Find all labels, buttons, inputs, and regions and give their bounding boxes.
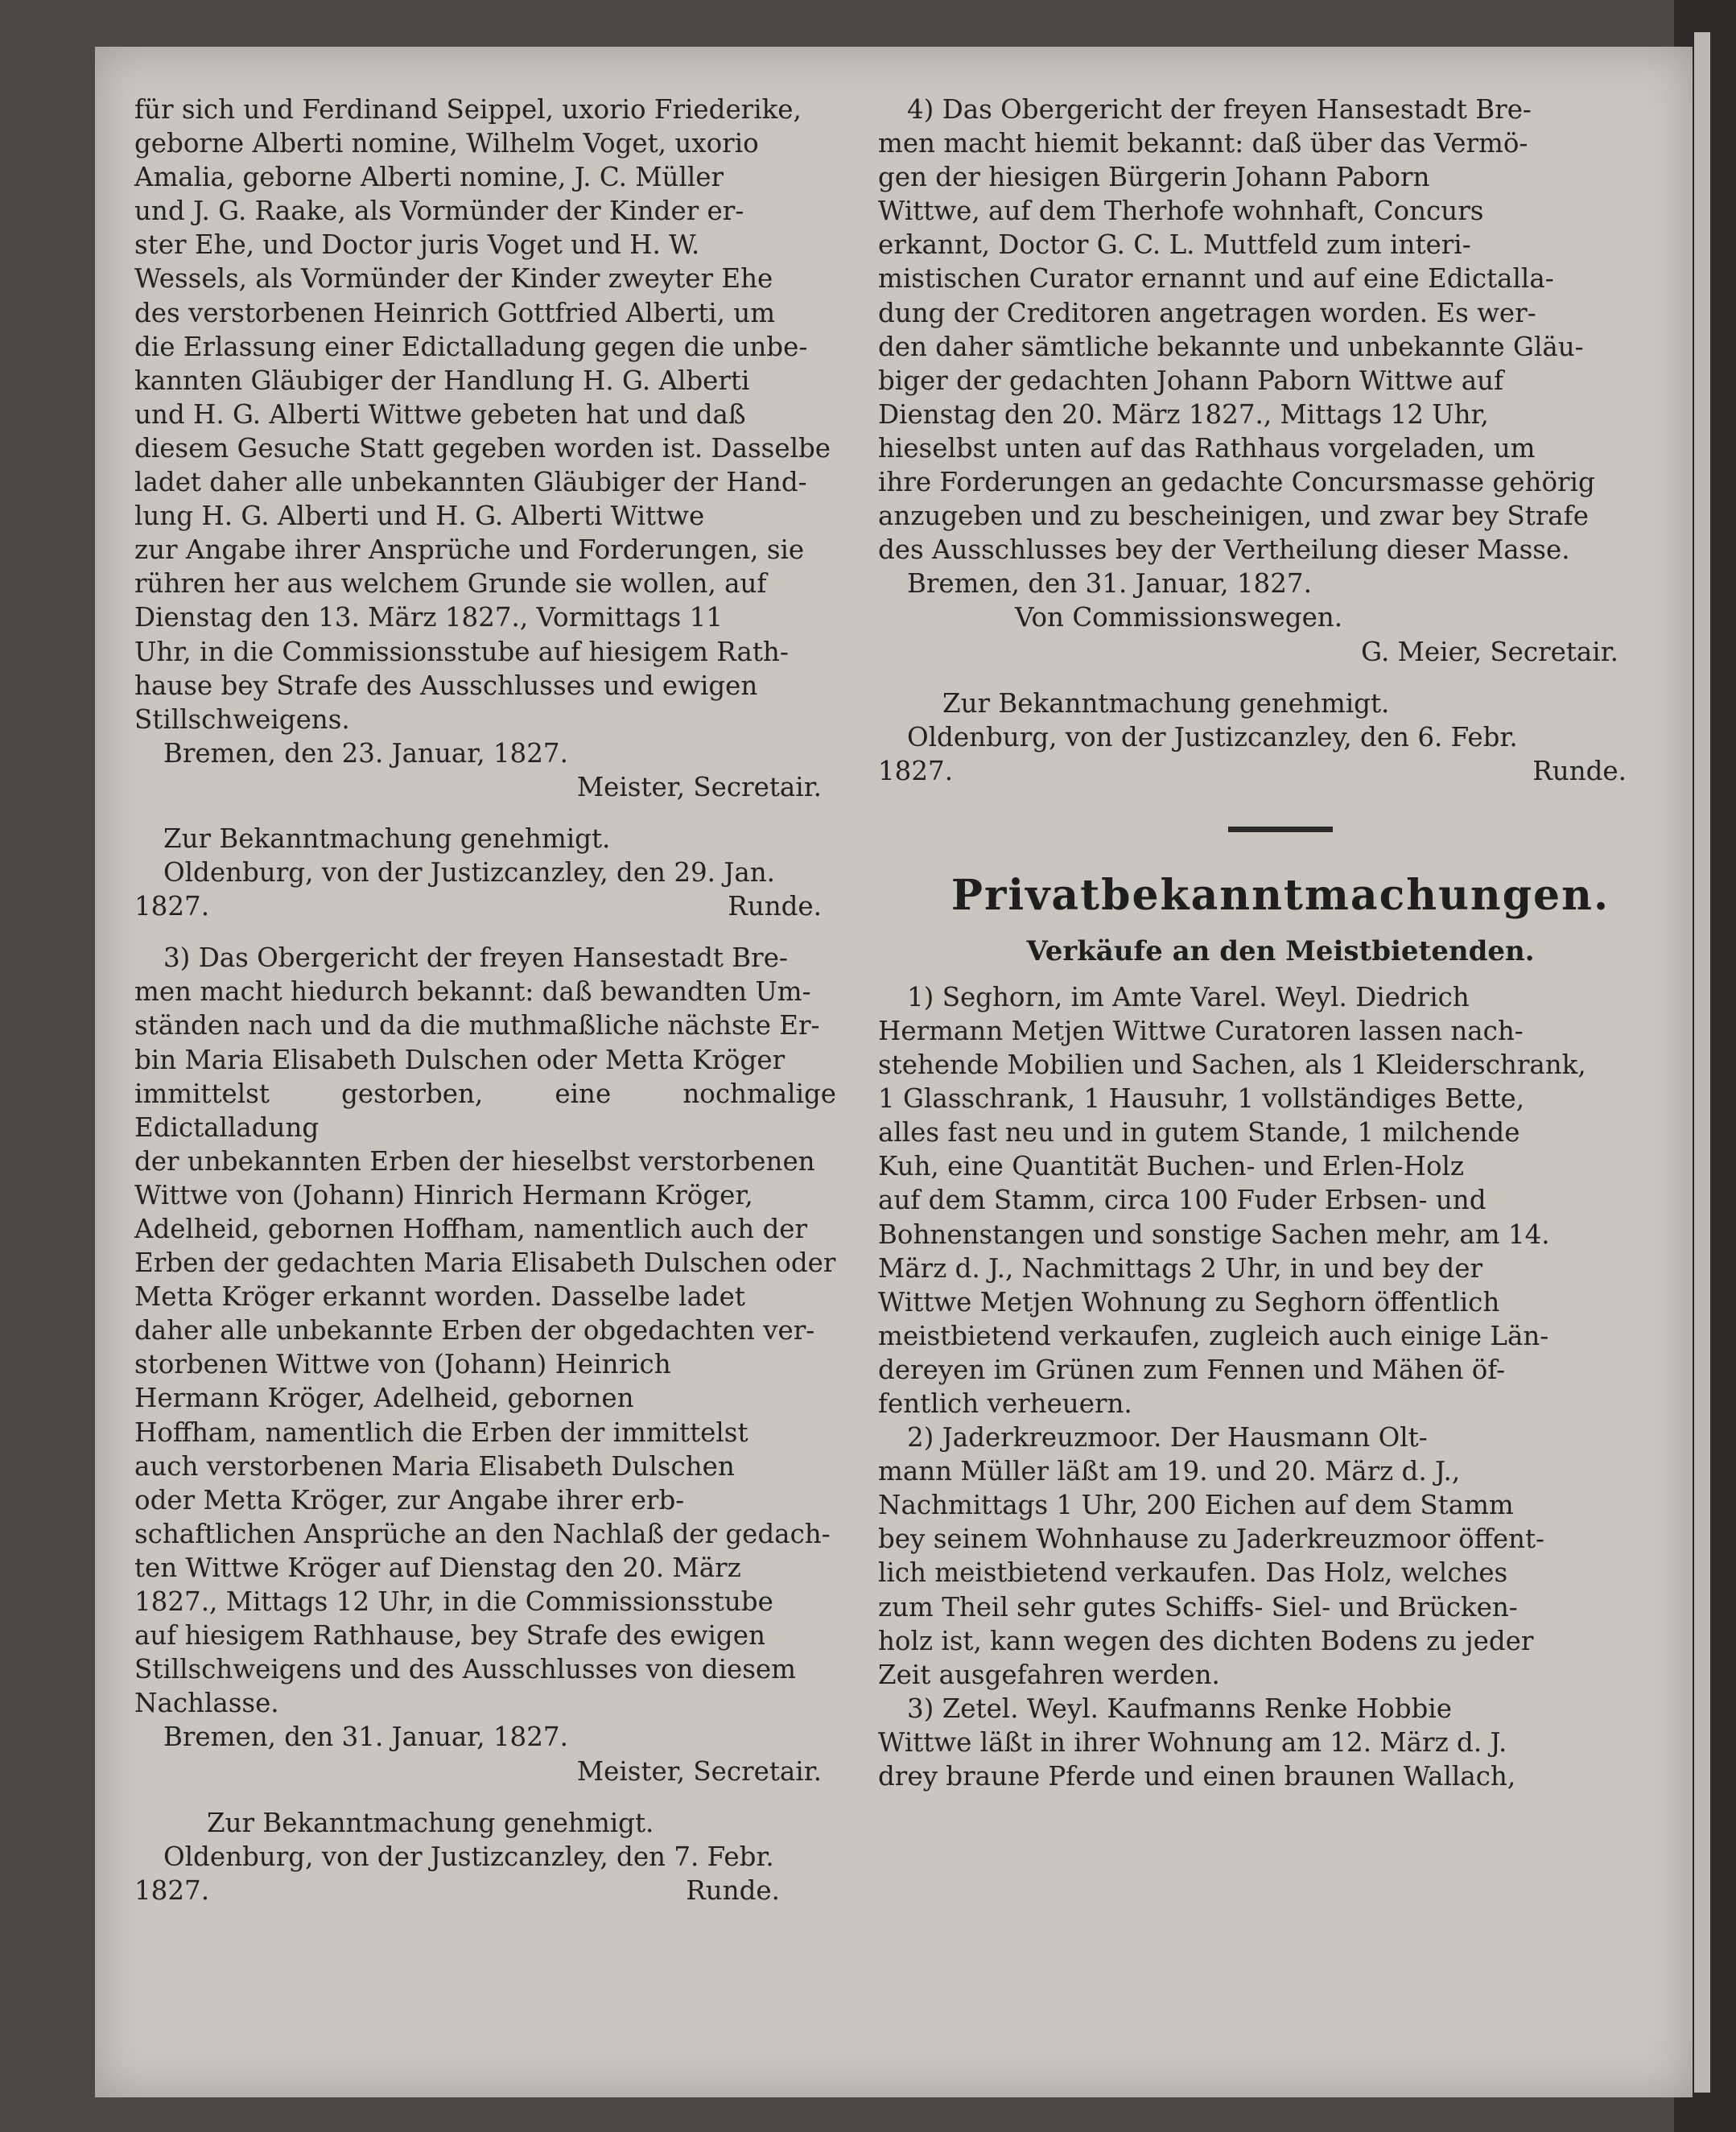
text-line: den daher sämtliche bekannte und unbekannte Gläu- (878, 331, 1584, 362)
text-line: Wittwe Metjen Wohnung zu Seghorn öffentlich (878, 1286, 1500, 1318)
approval-name: Runde. (1532, 755, 1627, 786)
sale-seghorn (878, 980, 1683, 1421)
text-line: 1 Glasschrank, 1 Hausuhr, 1 vollständiges Bette, (878, 1083, 1525, 1115)
left-column (134, 93, 836, 1907)
text-line: zur Angabe ihrer Ansprüche und Forderungen, sie (134, 534, 805, 566)
approval-year: 1827. (134, 1874, 210, 1906)
text-line: Hermann Metjen Wittwe Curatoren lassen nach- (878, 1015, 1524, 1046)
text-line: Hermann Kröger, Adelheid, gebornen (134, 1383, 634, 1414)
text-line: geborne Alberti nomine, Wilhelm Voget, uxorio (134, 128, 759, 159)
notice-signature: Meister, Secretair. (576, 1755, 822, 1787)
text-line: fentlich verheuern. (878, 1388, 1132, 1419)
text-line: 2) Jaderkreuzmoor. Der Hausmann Olt- (907, 1422, 1428, 1454)
text-line: Wittwe von (Johann) Hinrich Hermann Kröger, (134, 1179, 753, 1210)
text-line: hieselbst unten auf das Rathhaus vorgeladen, um (878, 432, 1536, 464)
section-subtitle: Verkäufe an den Meistbietenden. (1026, 934, 1535, 967)
text-line: meistbietend verkaufen, zugleich auch einige Län- (878, 1320, 1549, 1351)
notice-commission: Von Commissionswegen. (1015, 602, 1343, 633)
text-line: bin Maria Elisabeth Dulschen oder Metta Kröger (134, 1044, 786, 1075)
notice-signature: G. Meier, Secretair. (1361, 636, 1618, 667)
text-line: bey seinem Wohnhause zu Jaderkreuzmoor öffent- (878, 1524, 1545, 1555)
text-line: 3) Das Obergericht der freyen Hansestadt Bre- (163, 942, 788, 974)
text-line: die Erlassung einer Edictalladung gegen die unbe- (134, 331, 808, 362)
text-line: 1) Seghorn, im Amte Varel. Weyl. Diedrich (907, 981, 1470, 1012)
text-line: 3) Zetel. Weyl. Kaufmanns Renke Hobbie (907, 1693, 1452, 1724)
text-line: biger der gedachten Johann Paborn Wittwe auf (878, 365, 1504, 396)
text-line: holz ist, kann wegen des dichten Bodens zu jeder (878, 1625, 1534, 1656)
text-line: Stillschweigens. (134, 703, 350, 735)
approval-name: Runde. (686, 1874, 780, 1906)
text-line: zum Theil sehr gutes Schiffs- Siel- und Brücken- (878, 1591, 1518, 1623)
text-line: oder Metta Kröger, zur Angabe ihrer erb- (134, 1484, 685, 1515)
approval-line: Zur Bekanntmachung genehmigt. (942, 687, 1390, 719)
text-line: immittelst gestorben, eine nochmalige Edictalladung (134, 1078, 836, 1143)
text-line: Wittwe, auf dem Therhofe wohnhaft, Concurs (878, 196, 1484, 227)
text-line: Zeit ausgefahren werden. (878, 1659, 1220, 1690)
text-line: Dienstag den 13. März 1827., Vormittags 11 (134, 602, 723, 633)
text-line: Wittwe läßt in ihrer Wohnung am 12. März d. J. (878, 1726, 1507, 1758)
section-divider (1228, 827, 1333, 832)
text-line: auf hiesigem Rathhause, bey Strafe des ewigen (134, 1620, 765, 1652)
text-line: auf dem Stamm, circa 100 Fuder Erbsen- und (878, 1185, 1487, 1216)
text-line: gen der hiesigen Bürgerin Johann Paborn (878, 162, 1430, 193)
text-line: ster Ehe, und Doctor juris Voget und H. W. (134, 229, 700, 261)
text-line: Metta Kröger erkannt worden. Dasselbe ladet (134, 1281, 745, 1313)
text-line: Nachlasse. (134, 1688, 279, 1719)
text-line: ständen nach und da die muthmaßliche nächste Er- (134, 1010, 820, 1041)
text-line: und H. G. Alberti Wittwe gebeten hat und daß (134, 398, 746, 430)
text-line: Dienstag den 20. März 1827., Mittags 12 Uhr, (878, 398, 1489, 430)
text-line: auch verstorbenen Maria Elisabeth Dulschen (134, 1450, 735, 1482)
text-line: und J. G. Raake, als Vormünder der Kinder er- (134, 196, 744, 227)
text-line: storbenen Wittwe von (Johann) Heinrich (134, 1349, 671, 1380)
text-line: Nachmittags 1 Uhr, 200 Eichen auf dem Stamm (878, 1490, 1514, 1521)
approval-signoff (134, 1874, 836, 1907)
next-page-edge (1694, 32, 1710, 2093)
text-line: Erben der gedachten Maria Elisabeth Dulschen oder (134, 1247, 836, 1279)
approval-line: Zur Bekanntmachung genehmigt. (163, 823, 611, 854)
notice-paborn (878, 93, 1683, 788)
text-line: kannten Gläubiger der Handlung H. G. Alberti (134, 365, 750, 396)
text-line: für sich und Ferdinand Seippel, uxorio Friederike, (134, 94, 802, 125)
approval-place: Oldenburg, von der Justizcanzley, den 6. Febr. (907, 721, 1518, 753)
text-line: Uhr, in die Commissionsstube auf hiesigem Rath- (134, 636, 789, 667)
text-line: ladet daher alle unbekannten Gläubiger der Hand- (134, 467, 807, 498)
text-line: 1827., Mittags 12 Uhr, in die Commissionsstube (134, 1586, 773, 1618)
notice-signature: Meister, Secretair. (576, 771, 822, 802)
text-line: mistischen Curator ernannt und auf eine Edictalla- (878, 263, 1554, 295)
notice-alberti (134, 93, 836, 923)
text-line: rühren her aus welchem Grunde sie wollen, auf (134, 568, 767, 600)
text-line: 4) Das Obergericht der freyen Hansestadt Bre- (907, 94, 1532, 125)
notice-kroeger (134, 941, 836, 1907)
text-line: ihre Forderungen an gedachte Concursmasse gehörig (878, 467, 1595, 498)
text-line: daher alle unbekannte Erben der obgedachten ver- (134, 1315, 815, 1346)
text-line: Hoffham, namentlich die Erben der immittelst (134, 1417, 748, 1448)
approval-name: Runde. (728, 891, 822, 922)
section-title: Privatbekanntmachungen. (950, 870, 1610, 920)
text-line: men macht hiemit bekannt: daß über das Vermö- (878, 128, 1528, 159)
text-line: anzugeben und zu bescheinigen, und zwar bey Strafe (878, 501, 1589, 532)
text-line: diesem Gesuche Statt gegeben worden ist. Dasselbe (134, 432, 831, 464)
text-line: Wessels, als Vormünder der Kinder zweyter Ehe (134, 263, 773, 295)
text-line: hause bey Strafe des Ausschlusses und ewigen (134, 670, 758, 701)
approval-year: 1827. (878, 755, 954, 786)
text-line: dereyen im Grünen zum Fennen und Mähen öf- (878, 1354, 1506, 1385)
sale-zetel (878, 1692, 1683, 1793)
sale-jaderkreuzmoor (878, 1421, 1683, 1692)
approval-signoff (134, 889, 836, 923)
text-line: März d. J., Nachmittags 2 Uhr, in und bey der (878, 1252, 1482, 1284)
text-line: erkannt, Doctor G. C. L. Muttfeld zum interi- (878, 229, 1471, 261)
notice-date: Bremen, den 23. Januar, 1827. (163, 737, 568, 769)
notice-date: Bremen, den 31. Januar, 1827. (907, 568, 1312, 600)
text-line: Stillschweigens und des Ausschlusses von diesem (134, 1654, 796, 1685)
text-line: des Ausschlusses bey der Vertheilung dieser Masse. (878, 534, 1570, 566)
approval-year: 1827. (134, 891, 210, 922)
text-line: ten Wittwe Kröger auf Dienstag den 20. März (134, 1552, 741, 1583)
text-line: Amalia, geborne Alberti nomine, J. C. Müller (134, 162, 724, 193)
text-line: lich meistbietend verkaufen. Das Holz, welches (878, 1557, 1508, 1589)
text-line: schaftlichen Ansprüche an den Nachlaß der gedach- (134, 1518, 831, 1549)
text-line: dung der Creditoren angetragen worden. Es wer- (878, 297, 1536, 328)
text-line: der unbekannten Erben der hieselbst verstorbenen (134, 1145, 815, 1177)
text-line: men macht hiedurch bekannt: daß bewandten Um- (134, 976, 811, 1008)
right-column (878, 93, 1683, 1793)
approval-signoff (878, 754, 1683, 788)
approval-place: Oldenburg, von der Justizcanzley, den 29. Jan. (163, 857, 776, 889)
text-line: stehende Mobilien und Sachen, als 1 Kleiderschrank, (878, 1050, 1586, 1081)
approval-place: Oldenburg, von der Justizcanzley, den 7. Febr. (163, 1841, 774, 1872)
text-line: des verstorbenen Heinrich Gottfried Alberti, um (134, 297, 776, 328)
text-line: Kuh, eine Quantität Buchen- und Erlen-Holz (878, 1151, 1465, 1182)
text-line: Adelheid, gebornen Hoffham, namentlich auch der (134, 1214, 808, 1244)
text-line: drey braune Pferde und einen braunen Wallach, (878, 1761, 1516, 1792)
approval-line: Zur Bekanntmachung genehmigt. (207, 1807, 654, 1838)
notice-date: Bremen, den 31. Januar, 1827. (163, 1722, 568, 1753)
text-line: lung H. G. Alberti und H. G. Alberti Wittwe (134, 501, 705, 532)
text-line: mann Müller läßt am 19. und 20. März d. J., (878, 1456, 1461, 1487)
text-line: alles fast neu und in gutem Stande, 1 milchende (878, 1117, 1520, 1148)
text-line: Bohnenstangen und sonstige Sachen mehr, am 14. (878, 1219, 1550, 1250)
